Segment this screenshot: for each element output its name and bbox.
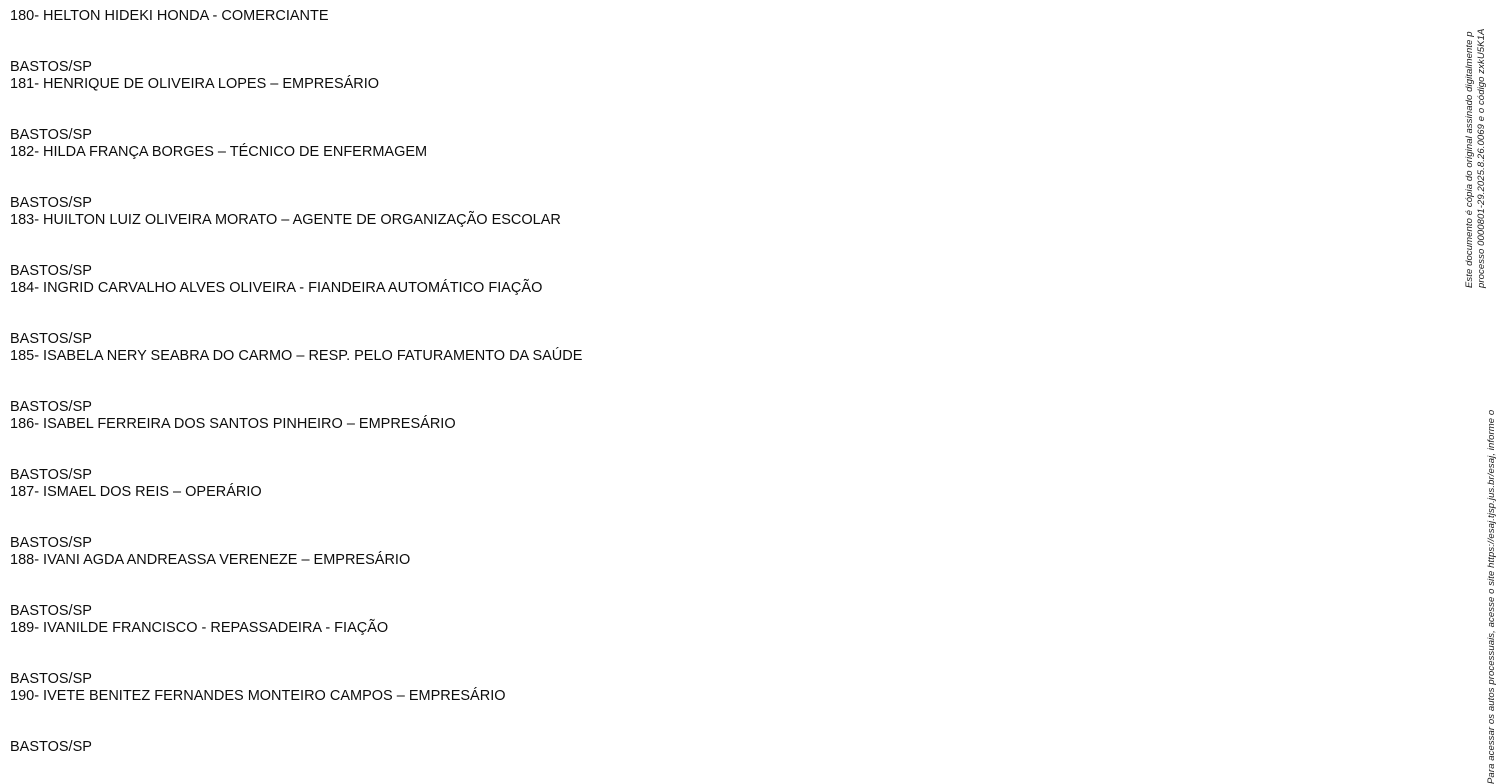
- entry-city: BASTOS/SP: [10, 738, 92, 755]
- entry-name: 190- IVETE BENITEZ FERNANDES MONTEIRO CAMPOS – EMPRESÁRIO: [10, 688, 506, 704]
- entry-city: BASTOS/SP: [10, 330, 92, 347]
- entry-city: BASTOS/SP: [10, 194, 92, 211]
- list-item: [10, 136, 710, 211]
- entry-name: 185- ISABELA NERY SEABRA DO CARMO – RESP. PELO FATURAMENTO DA SAÚDE: [10, 348, 583, 364]
- entry-city: BASTOS/SP: [10, 602, 92, 619]
- list-item: [10, 544, 710, 619]
- entry-city: BASTOS/SP: [10, 670, 92, 687]
- digital-signature-sidebar: [710, 0, 1497, 784]
- entry-city: BASTOS/SP: [10, 262, 92, 279]
- entry-name: 188- IVANI AGDA ANDREASSA VERENEZE – EMPRESÁRIO: [10, 552, 411, 568]
- entry-city: BASTOS/SP: [10, 126, 92, 143]
- entry-name: 186- ISABEL FERREIRA DOS SANTOS PINHEIRO – EMPRESÁRIO: [10, 416, 456, 432]
- entry-name: 189- IVANILDE FRANCISCO - REPASSADEIRA - FIAÇÃO: [10, 620, 389, 636]
- list-item: [10, 68, 710, 143]
- list-item: [10, 204, 710, 279]
- entry-city: BASTOS/SP: [10, 466, 92, 483]
- entry-name: 183- HUILTON LUIZ OLIVEIRA MORATO – AGENTE DE ORGANIZAÇÃO ESCOLAR: [10, 212, 561, 228]
- entry-name: 180- HELTON HIDEKI HONDA - COMERCIANTE: [10, 8, 329, 24]
- entry-city: BASTOS/SP: [10, 534, 92, 551]
- nominee-list: [10, 0, 710, 755]
- list-item: [10, 0, 710, 75]
- entry-city: BASTOS/SP: [10, 58, 92, 75]
- entry-name: 184- INGRID CARVALHO ALVES OLIVEIRA - FIANDEIRA AUTOMÁTICO FIAÇÃO: [10, 280, 543, 296]
- entry-name: 182- HILDA FRANÇA BORGES – TÉCNICO DE ENFERMAGEM: [10, 144, 428, 160]
- list-item: [10, 408, 710, 483]
- access-notice-line-1: Para acessar os autos processuais, acesse o site https://esaj.tjsp.jus.br/esaj, informe o: [1486, 409, 1497, 784]
- list-item: [10, 476, 710, 551]
- list-item: [10, 680, 710, 755]
- list-item: [10, 340, 710, 415]
- list-item: [10, 612, 710, 687]
- entry-name: 187- ISMAEL DOS REIS – OPERÁRIO: [10, 484, 262, 500]
- list-item: [10, 272, 710, 347]
- signature-notice-line-2: processo 0000801-29.2025.8.26.0069 e o código zxkU5K1A: [1476, 28, 1487, 288]
- entry-city: BASTOS/SP: [10, 398, 92, 415]
- entry-name: 181- HENRIQUE DE OLIVEIRA LOPES – EMPRESÁRIO: [10, 76, 380, 92]
- signature-notice-line-1: Este documento é cópia do original assinado digitalmente p: [1464, 31, 1475, 288]
